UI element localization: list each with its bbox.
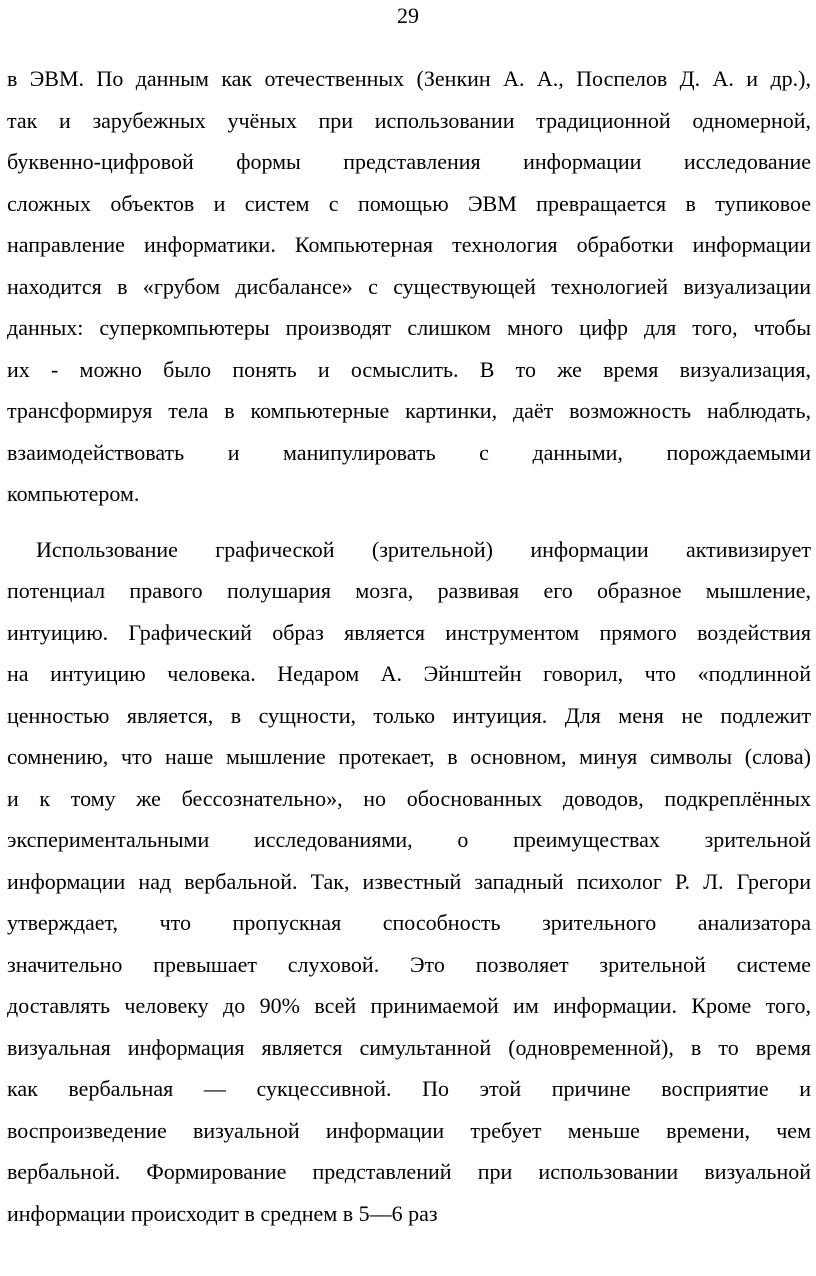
paragraph-2	[7, 529, 811, 1235]
text-line: доставлять человеку до 90% всей принимаемой им информации. Кроме того,	[7, 993, 811, 1018]
text-line: так и зарубежных учёных при использовании традиционной одномерной,	[7, 107, 811, 133]
text-line: как вербальная — сукцессивной. По этой причине восприятие и	[7, 1076, 811, 1101]
text-line: находится в «грубом дисбалансе» с существующей технологией визуализации	[7, 273, 811, 299]
text-line: и к тому же бессознательно», но обоснованных доводов, подкреплённых	[7, 785, 811, 811]
text-line: на интуицию человека. Недаром А. Эйнштейн говорил, что «подлинной	[7, 661, 811, 686]
text-line: данных: суперкомпьютеры производят слишком много цифр для того, чтобы	[7, 315, 811, 340]
text-line: ценностью является, в сущности, только интуиция. Для меня не подлежит	[7, 702, 811, 728]
text-line: информации над вербальной. Так, известный западный психолог Р. Л. Грегори	[7, 868, 811, 894]
text-line: экспериментальными исследованиями, о преимуществах зрительной	[7, 827, 811, 852]
text-line: сложных объектов и систем с помощью ЭВМ превращается в тупиковое	[7, 190, 811, 216]
text-line: Использование графической (зрительной) информации активизирует	[36, 536, 811, 562]
text-line: значительно превышает слуховой. Это позволяет зрительной системе	[7, 951, 811, 977]
text-line: направление информатики. Компьютерная технология обработки информации	[7, 232, 811, 257]
page-number: 29	[397, 3, 419, 28]
text-line: потенциал правого полушария мозга, развивая его образное мышление,	[7, 578, 811, 603]
paragraph-1	[7, 58, 811, 515]
paragraph-spacer	[7, 515, 811, 529]
text-line: информации происходит в среднем в 5—6 раз	[7, 1200, 438, 1226]
text-line: визуальная информация является симультанной (одновременной), в то время	[7, 1034, 811, 1060]
text-line: воспроизведение визуальной информации требует меньше времени, чем	[7, 1117, 811, 1143]
text-line: интуицию. Графический образ является инструментом прямого воздействия	[7, 619, 811, 645]
document-body	[7, 58, 811, 1234]
text-line: компьютером.	[7, 481, 140, 506]
text-line: сомнению, что наше мышление протекает, в основном, минуя символы (слова)	[7, 744, 811, 769]
text-line: трансформируя тела в компьютерные картинки, даёт возможность наблюдать,	[7, 398, 811, 423]
text-line: их - можно было понять и осмыслить. В то же время визуализация,	[7, 356, 811, 382]
text-line: буквенно-цифровой формы представления информации исследование	[7, 149, 811, 174]
text-line: вербальной. Формирование представлений при использовании визуальной	[7, 1159, 811, 1184]
text-line: утверждает, что пропускная способность зрительного анализатора	[7, 910, 811, 935]
text-line: взаимодействовать и манипулировать с данными, порождаемыми	[7, 439, 811, 465]
text-line: в ЭВМ. По данным как отечественных (Зенкин А. А., Поспелов Д. А. и др.),	[7, 66, 811, 91]
